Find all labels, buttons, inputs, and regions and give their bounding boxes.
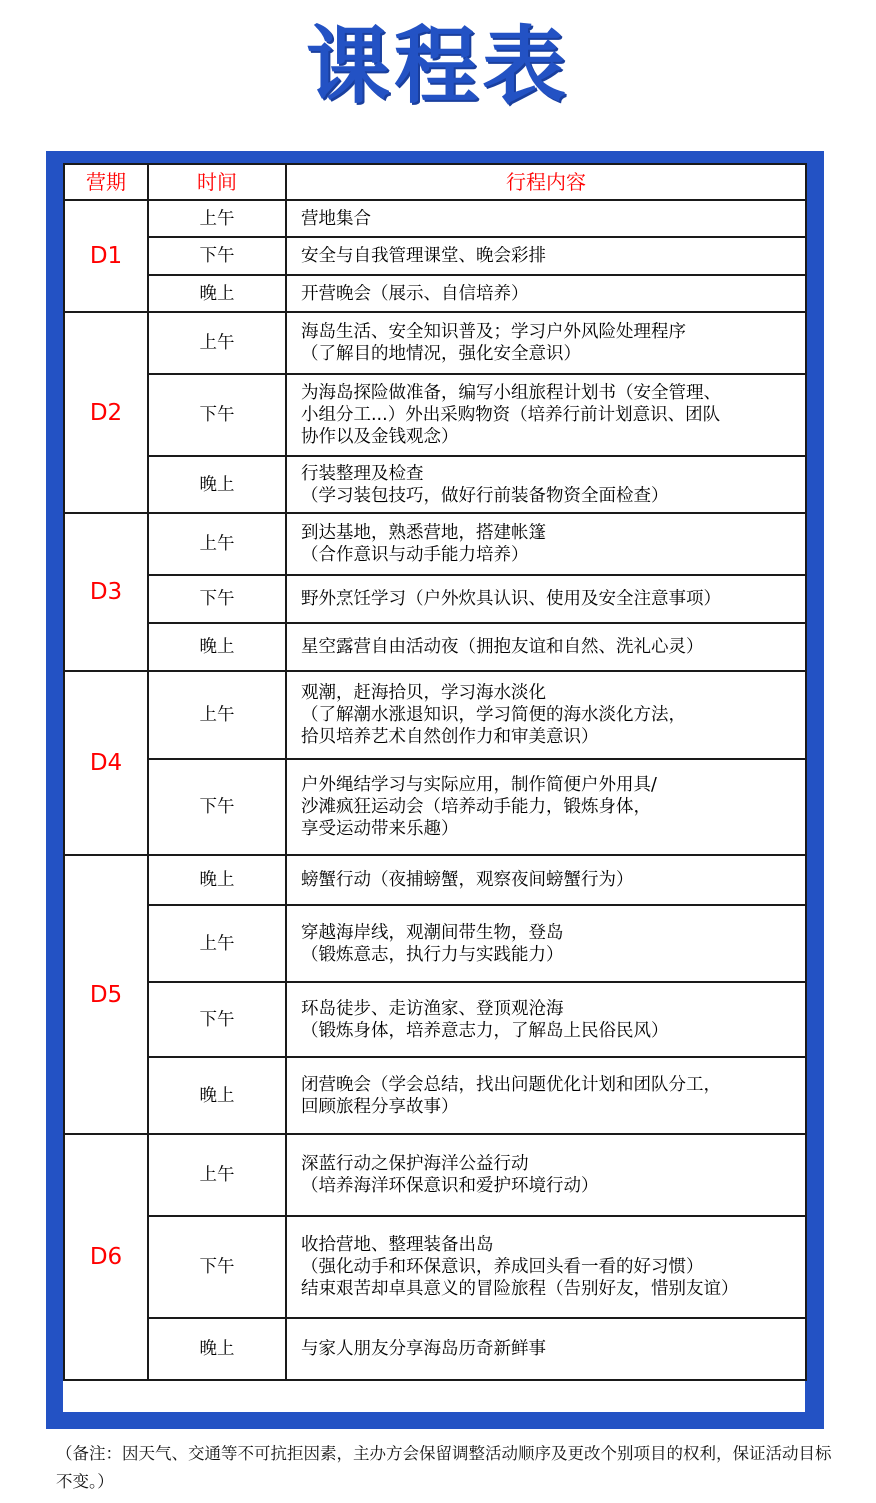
day-label: D2 [64,312,148,513]
day-label: D3 [64,513,148,671]
itinerary-line: 为海岛探险做准备，编写小组旅程计划书（安全管理、 [301,383,721,403]
time-slot: 上午 [148,513,286,575]
itinerary-content [286,671,806,759]
itinerary-line: （学习装包技巧，做好行前装备物资全面检查） [301,485,669,506]
itinerary-line: 穿越海岸线，观潮间带生物，登岛 [301,922,564,943]
table-row [64,759,806,855]
table-row [64,456,806,513]
itinerary-line: 深蓝行动之保护海洋公益行动 [301,1154,529,1174]
itinerary-content [286,200,806,237]
itinerary-line: 与家人朋友分享海岛历奇新鲜事 [301,1339,546,1359]
table-row [64,275,806,312]
time-slot: 上午 [148,1134,286,1216]
table-row [64,671,806,759]
itinerary-content [286,855,806,905]
itinerary-line: （培养海洋环保意识和爱护环境行动） [301,1176,599,1196]
itinerary-line: 星空露营自由活动夜（拥抱友谊和自然、洗礼心灵） [301,637,704,657]
time-slot: 上午 [148,312,286,374]
itinerary-line: 行装整理及检查 [301,463,424,484]
footnote: （备注：因天气、交通等不可抗拒因素，主办方会保留调整活动顺序及更改个别项目的权利，保证活动目标不变。） [56,1444,832,1491]
time-slot: 晚上 [148,623,286,671]
table-row [64,905,806,982]
day-label: D5 [64,855,148,1134]
itinerary-line: 观潮，赶海拾贝，学习海水淡化 [301,683,546,703]
itinerary-line: 协作以及金钱观念） [301,427,459,447]
table-row [64,513,806,575]
itinerary-content [286,513,806,575]
itinerary-content [286,1216,806,1318]
itinerary-line: 安全与自我管理课堂、晚会彩排 [301,246,546,266]
table-row [64,1318,806,1380]
table-row [64,575,806,623]
header-time: 时间 [148,164,286,200]
table-row [64,237,806,275]
itinerary-line: 螃蟹行动（夜捕螃蟹，观察夜间螃蟹行为） [301,870,634,890]
itinerary-content [286,237,806,275]
header-camp-period: 营期 [64,164,148,200]
itinerary-content [286,623,806,671]
time-slot: 下午 [148,1216,286,1318]
page-title: 课程表 [305,17,570,115]
itinerary-line: （强化动手和环保意识，养成回头看一看的好习惯） [301,1257,704,1277]
itinerary-line: 回顾旅程分享故事） [301,1096,459,1117]
time-slot: 下午 [148,237,286,275]
itinerary-line: 沙滩疯狂运动会（培养动手能力，锻炼身体， [301,797,651,817]
time-slot: 上午 [148,671,286,759]
table-row [64,1216,806,1318]
time-slot: 晚上 [148,1318,286,1380]
itinerary-line: 收拾营地、整理装备出岛 [301,1235,494,1255]
time-slot: 晚上 [148,1057,286,1134]
day-label: D1 [64,200,148,312]
itinerary-content [286,1134,806,1216]
itinerary-line: 海岛生活、安全知识普及；学习户外风险处理程序 [301,322,686,342]
time-slot: 晚上 [148,275,286,312]
itinerary-line: （了解目的地情况，强化安全意识） [301,344,581,364]
itinerary-line: （了解潮水涨退知识，学习简便的海水淡化方法， [301,705,686,725]
table-row [64,1134,806,1216]
itinerary-content [286,905,806,982]
schedule-body [64,200,806,1380]
itinerary-line: 拾贝培养艺术自然创作力和审美意识） [301,727,599,747]
itinerary-line: 户外绳结学习与实际应用，制作简便户外用具/ [301,775,657,795]
time-slot: 上午 [148,905,286,982]
table-row [64,312,806,374]
table-row [64,374,806,456]
itinerary-content [286,1318,806,1380]
itinerary-line: 闭营晚会（学会总结，找出问题优化计划和团队分工， [301,1074,721,1095]
itinerary-line: （锻炼身体，培养意志力，了解岛上民俗民风） [301,1020,669,1041]
time-slot: 晚上 [148,855,286,905]
table-row [64,982,806,1057]
itinerary-content [286,759,806,855]
time-slot: 下午 [148,374,286,456]
schedule-panel [63,163,805,1412]
day-label: D6 [64,1134,148,1380]
itinerary-line: 到达基地，熟悉营地，搭建帐篷 [301,523,546,543]
table-row [64,855,806,905]
day-label: D4 [64,671,148,855]
itinerary-content [286,982,806,1057]
itinerary-line: （合作意识与动手能力培养） [301,545,529,565]
itinerary-content [286,275,806,312]
itinerary-line: 环岛徒步、走访渔家、登顶观沧海 [301,998,564,1019]
schedule-table [63,163,807,1381]
table-row [64,1057,806,1134]
itinerary-content [286,1057,806,1134]
time-slot: 下午 [148,982,286,1057]
itinerary-content [286,456,806,513]
itinerary-line: 野外烹饪学习（户外炊具认识、使用及安全注意事项） [301,589,721,609]
table-row [64,200,806,237]
time-slot: 下午 [148,759,286,855]
time-slot: 下午 [148,575,286,623]
itinerary-content [286,374,806,456]
itinerary-line: （锻炼意志，执行力与实践能力） [301,944,564,965]
schedule-frame [46,151,824,1429]
time-slot: 上午 [148,200,286,237]
itinerary-content [286,312,806,374]
itinerary-line: 开营晚会（展示、自信培养） [301,283,529,304]
itinerary-line: 结束艰苦却卓具意义的冒险旅程（告别好友，惜别友谊） [301,1279,739,1299]
header-itinerary: 行程内容 [286,164,806,200]
time-slot: 晚上 [148,456,286,513]
table-row [64,623,806,671]
table-header-row [64,164,806,200]
itinerary-line: 营地集合 [301,208,371,229]
itinerary-line: 享受运动带来乐趣） [301,819,459,839]
itinerary-line: 小组分工...）外出采购物资（培养行前计划意识、团队 [301,405,721,425]
itinerary-content [286,575,806,623]
